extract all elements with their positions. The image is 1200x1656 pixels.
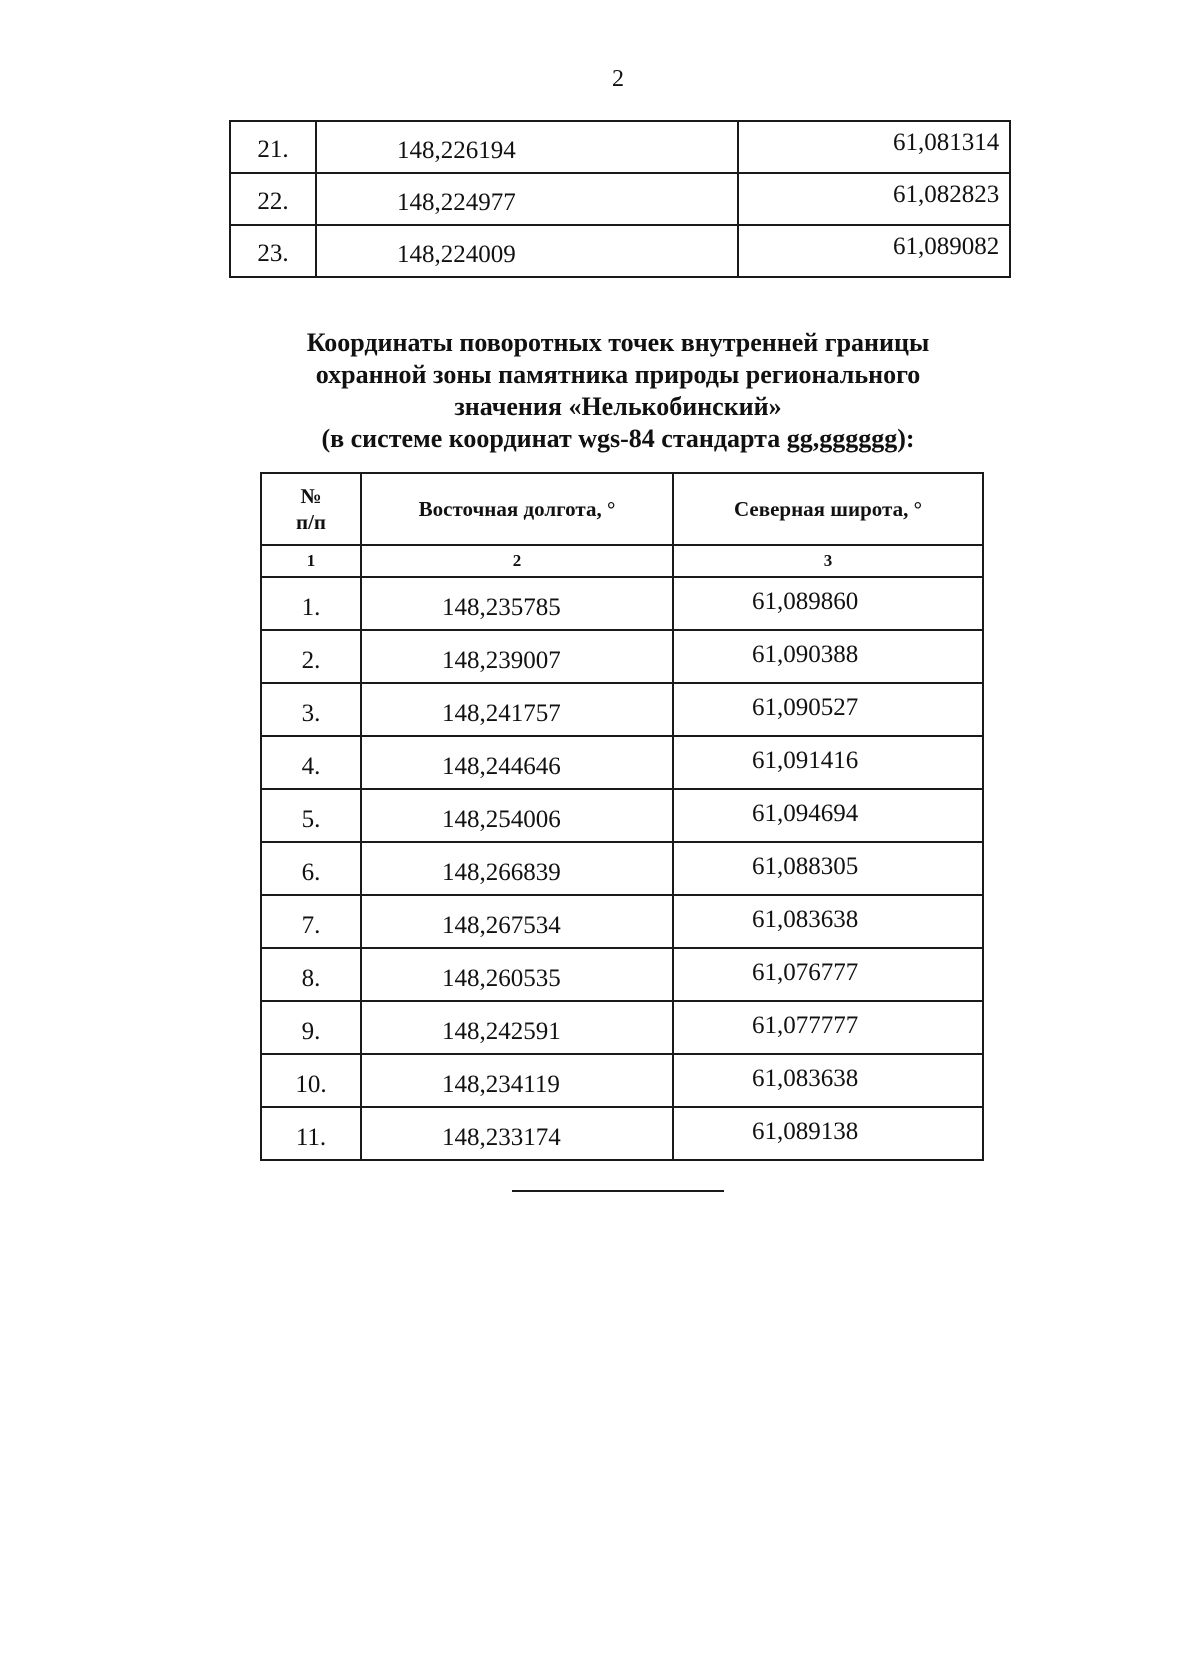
title-line: Координаты поворотных точек внутренней границы bbox=[306, 328, 930, 357]
table-row bbox=[261, 1107, 983, 1160]
latitude-cell: 61,083638 bbox=[673, 895, 983, 948]
table-row bbox=[261, 577, 983, 630]
longitude-cell: 148,260535 bbox=[361, 948, 673, 1001]
table-header-row bbox=[261, 473, 983, 545]
table-row bbox=[230, 121, 1010, 173]
title-line: охранной зоны памятника природы регионального bbox=[315, 360, 921, 389]
column-index: 2 bbox=[361, 545, 673, 577]
latitude-cell: 61,090527 bbox=[673, 683, 983, 736]
latitude-cell: 61,082823 bbox=[738, 173, 1010, 225]
table-row bbox=[261, 789, 983, 842]
longitude-cell: 148,267534 bbox=[361, 895, 673, 948]
point-number: 8. bbox=[261, 948, 361, 1001]
point-number: 6. bbox=[261, 842, 361, 895]
point-number: 23. bbox=[230, 225, 316, 277]
point-number: 5. bbox=[261, 789, 361, 842]
point-number: 9. bbox=[261, 1001, 361, 1054]
latitude-cell: 61,089860 bbox=[673, 577, 983, 630]
column-index: 3 bbox=[673, 545, 983, 577]
latitude-cell: 61,088305 bbox=[673, 842, 983, 895]
inner-boundary-coordinates-table bbox=[260, 472, 984, 1161]
point-number: 4. bbox=[261, 736, 361, 789]
latitude-cell: 61,077777 bbox=[673, 1001, 983, 1054]
point-number: 2. bbox=[261, 630, 361, 683]
column-index: 1 bbox=[261, 545, 361, 577]
page-number: 2 bbox=[612, 66, 624, 92]
point-number: 1. bbox=[261, 577, 361, 630]
longitude-cell: 148,244646 bbox=[361, 736, 673, 789]
latitude-cell: 61,094694 bbox=[673, 789, 983, 842]
table-row bbox=[230, 173, 1010, 225]
latitude-cell: 61,089082 bbox=[738, 225, 1010, 277]
header-number-abbrev: п/п bbox=[295, 510, 327, 534]
longitude-cell: 148,241757 bbox=[361, 683, 673, 736]
table-row bbox=[261, 842, 983, 895]
latitude-cell: 61,081314 bbox=[738, 121, 1010, 173]
longitude-cell: 148,224977 bbox=[316, 173, 738, 225]
point-number: 21. bbox=[230, 121, 316, 173]
point-number: 11. bbox=[261, 1107, 361, 1160]
latitude-cell: 61,089138 bbox=[673, 1107, 983, 1160]
table-row bbox=[261, 630, 983, 683]
point-number: 10. bbox=[261, 1054, 361, 1107]
title-line: (в системе координат wgs-84 стандарта gg,gggggg): bbox=[321, 424, 915, 453]
latitude-cell: 61,091416 bbox=[673, 736, 983, 789]
table-row bbox=[261, 948, 983, 1001]
point-number: 3. bbox=[261, 683, 361, 736]
table-row bbox=[261, 683, 983, 736]
longitude-cell: 148,235785 bbox=[361, 577, 673, 630]
point-number: 7. bbox=[261, 895, 361, 948]
header-latitude: Северная широта, ° bbox=[673, 473, 983, 545]
table-row bbox=[261, 1054, 983, 1107]
table-row bbox=[261, 895, 983, 948]
longitude-cell: 148,266839 bbox=[361, 842, 673, 895]
longitude-cell: 148,226194 bbox=[316, 121, 738, 173]
table-row bbox=[261, 1001, 983, 1054]
end-divider bbox=[512, 1190, 724, 1192]
longitude-cell: 148,254006 bbox=[361, 789, 673, 842]
longitude-cell: 148,242591 bbox=[361, 1001, 673, 1054]
latitude-cell: 61,083638 bbox=[673, 1054, 983, 1107]
longitude-cell: 148,239007 bbox=[361, 630, 673, 683]
table-row bbox=[230, 225, 1010, 277]
longitude-cell: 148,224009 bbox=[316, 225, 738, 277]
header-number bbox=[261, 473, 361, 545]
longitude-cell: 148,233174 bbox=[361, 1107, 673, 1160]
point-number: 22. bbox=[230, 173, 316, 225]
continuation-coordinates-table bbox=[229, 120, 1011, 278]
latitude-cell: 61,090388 bbox=[673, 630, 983, 683]
header-number-symbol: № bbox=[300, 484, 322, 508]
header-longitude: Восточная долгота, ° bbox=[361, 473, 673, 545]
longitude-cell: 148,234119 bbox=[361, 1054, 673, 1107]
column-index-row bbox=[261, 545, 983, 577]
title-line: значения «Нелькобинский» bbox=[454, 392, 782, 421]
latitude-cell: 61,076777 bbox=[673, 948, 983, 1001]
section-title bbox=[0, 327, 1200, 455]
table-row bbox=[261, 736, 983, 789]
